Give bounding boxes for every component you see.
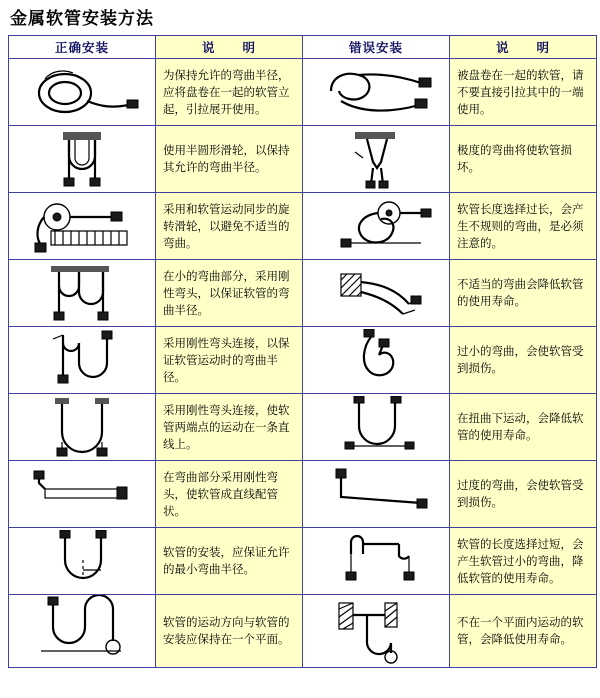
over-bend-icon <box>303 461 450 528</box>
row-desc: 被盘卷在一起的软管，请不要直接引拉其中的一端使用。 <box>457 67 584 116</box>
table-row <box>9 595 597 668</box>
table-row <box>9 528 597 595</box>
improper-bend-icon <box>303 260 450 327</box>
row-desc: 在小的弯曲部分，采用刚性弯头，以保证软管的弯曲半径。 <box>163 268 290 317</box>
header-row <box>9 36 597 59</box>
row-desc: 在弯曲部分采用刚性弯头，使软管成直线配管状。 <box>163 469 278 518</box>
row-desc: 过度的弯曲，会使软管受到损伤。 <box>457 478 584 509</box>
table-row <box>9 126 597 193</box>
table-row <box>9 327 597 394</box>
coiled-hose-upright-icon <box>9 59 156 126</box>
rigid-elbow-u-bend-icon <box>9 327 156 394</box>
hose-rotating-pulley-icon <box>9 193 156 260</box>
too-small-bend-icon <box>303 327 450 394</box>
row-desc: 不在一个平面内运动的软管，会降低使用寿命。 <box>457 615 584 646</box>
row-desc: 在扭曲下运动，会降低软管的使用寿命。 <box>457 411 584 442</box>
row-desc: 极度的弯曲将使软管损坏。 <box>457 143 572 174</box>
hose-sharp-bend-icon <box>303 126 450 193</box>
rigid-elbow-straight-line-icon <box>9 394 156 461</box>
out-of-plane-motion-icon <box>303 595 450 668</box>
page-title: 金属软管安装方法 <box>10 9 154 29</box>
table-row <box>9 260 597 327</box>
row-desc: 使用半圆形滑轮，以保持其允许的弯曲半径。 <box>163 143 290 174</box>
row-desc: 采用刚性弯头连接，以保证软管运动时的弯曲半径。 <box>163 335 290 384</box>
row-desc: 软管的运动方向与软管的安装应保持在一个平面。 <box>163 615 290 646</box>
table-row <box>9 461 597 528</box>
hose-too-short-icon <box>303 528 450 595</box>
hose-too-long-icon <box>303 193 450 260</box>
table-header <box>9 36 597 59</box>
torsion-bend-icon <box>303 394 450 461</box>
table-row <box>9 193 597 260</box>
header-correct-desc: 说 明 <box>156 36 303 59</box>
row-desc: 过小的弯曲，会使软管受到损伤。 <box>457 344 584 375</box>
same-plane-motion-icon <box>9 595 156 668</box>
rigid-elbow-small-bend-icon <box>9 260 156 327</box>
coiled-hose-pulled-icon <box>303 59 450 126</box>
hose-半圆-pulley-icon <box>9 126 156 193</box>
minimum-bend-radius-icon <box>9 528 156 595</box>
header-wrong-desc: 说 明 <box>450 36 597 59</box>
row-desc: 为保持允许的弯曲半径，应将盘卷在一起的软管立起，引拉展开使用。 <box>163 67 290 116</box>
row-desc: 采用刚性弯头连接，使软管两端点的运动在一条直线上。 <box>163 402 290 451</box>
hose-installation-table <box>8 35 597 668</box>
row-desc: 软管长度选择过长，会产生不规则的弯曲，是必须注意的。 <box>457 201 584 250</box>
table-row <box>9 394 597 461</box>
row-desc: 软管的长度选择过短，会产生软管过小的弯曲，降低软管的使用寿命。 <box>457 536 584 585</box>
row-desc: 采用和软管运动同步的旋转滑轮，以避免不适当的弯曲。 <box>163 201 290 250</box>
row-desc: 软管的安装，应保证允许的最小弯曲半径。 <box>163 545 290 576</box>
table-body <box>9 59 597 668</box>
header-correct-install: 正确安装 <box>9 36 156 59</box>
header-wrong-install: 错误安装 <box>303 36 450 59</box>
table-row <box>9 59 597 126</box>
straight-pipe-elbow-icon <box>9 461 156 528</box>
row-desc: 不适当的弯曲会降低软管的使用寿命。 <box>457 277 584 308</box>
